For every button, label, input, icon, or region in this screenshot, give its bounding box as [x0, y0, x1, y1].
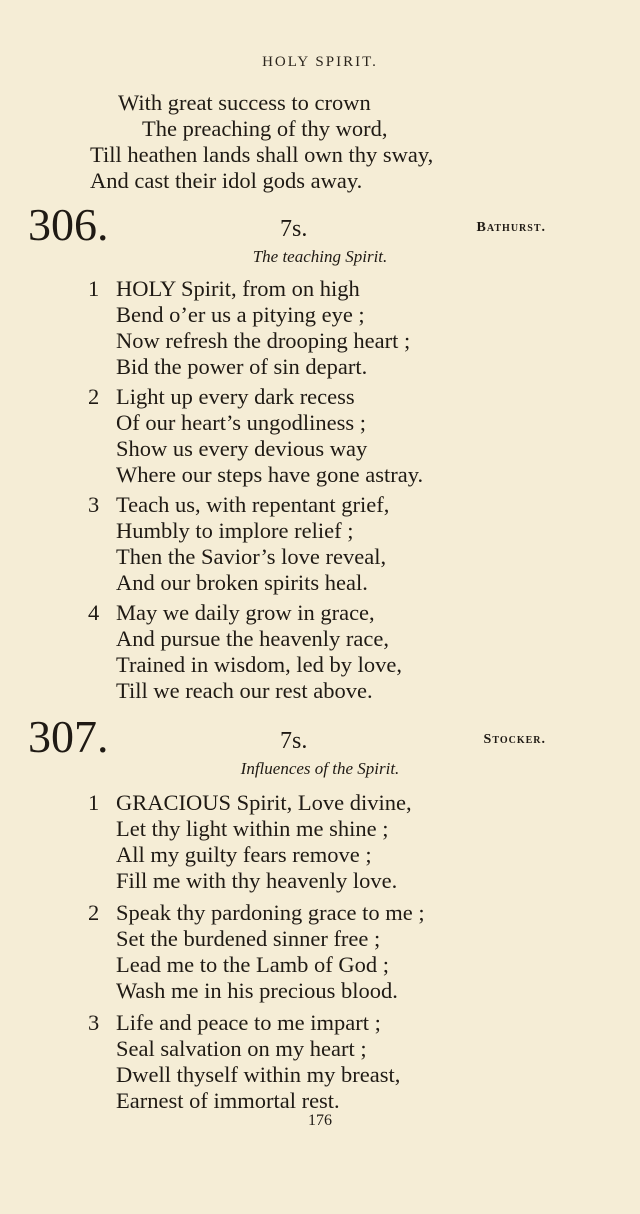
verse-line: Show us every devious way	[116, 436, 368, 461]
verse-line: Seal salvation on my heart ;	[116, 1036, 367, 1061]
tune-name: Bathurst.	[476, 220, 546, 235]
verse-line: Till heathen lands shall own thy sway,	[90, 142, 434, 167]
stanza-number: 2	[88, 900, 100, 925]
verse-line: Humbly to implore relief ;	[116, 518, 354, 543]
verse-line: Lead me to the Lamb of God ;	[116, 952, 390, 977]
hymn-307-header	[0, 712, 640, 762]
hymn-subtitle: Influences of the Spirit.	[240, 759, 400, 778]
verse-line: Dwell thyself within my breast,	[116, 1062, 401, 1087]
verse-line: Trained in wisdom, led by love,	[116, 652, 403, 677]
verse-line: And cast their idol gods away.	[90, 168, 363, 193]
verse-line: Then the Savior’s love reveal,	[116, 544, 387, 569]
stanza-number: 4	[88, 600, 100, 625]
verse-line: HOLY Spirit, from on high	[116, 276, 360, 301]
page-number: 176	[308, 1112, 332, 1129]
stanza-number: 1	[88, 790, 100, 815]
verse-line: Set the burdened sinner free ;	[116, 926, 381, 951]
verse-line: And our broken spirits heal.	[116, 570, 368, 595]
hymn-number: 306.	[28, 199, 109, 250]
verse-line: Bid the power of sin depart.	[116, 354, 368, 379]
hymn-number: 307.	[28, 711, 109, 762]
tune-name: Stocker.	[483, 732, 546, 747]
hymn-306-header	[0, 200, 640, 250]
verse-line: Of our heart’s ungodliness ;	[116, 410, 366, 435]
verse-line: May we daily grow in grace,	[116, 600, 375, 625]
verse-line: Till we reach our rest above.	[116, 678, 373, 703]
stanza-number: 1	[88, 276, 100, 301]
verse-line: Life and peace to me impart ;	[116, 1010, 381, 1035]
verse-line: GRACIOUS Spirit, Love divine,	[116, 790, 412, 815]
verse-line: Light up every dark recess	[116, 384, 355, 409]
verse-line: Speak thy pardoning grace to me ;	[116, 900, 425, 925]
stanza-number: 3	[88, 1010, 100, 1035]
verse-line: The preaching of thy word,	[142, 116, 388, 141]
verse-line: And pursue the heavenly race,	[116, 626, 390, 651]
stanza-number: 2	[88, 384, 100, 409]
verse-line: Earnest of immortal rest.	[116, 1088, 340, 1113]
stanza-number: 3	[88, 492, 100, 517]
hymn-subtitle: The teaching Spirit.	[252, 247, 388, 266]
verse-line: Let thy light within me shine ;	[116, 816, 389, 841]
hymn-meter: 7s.	[280, 216, 308, 242]
verse-line: Wash me in his precious blood.	[116, 978, 398, 1003]
verse-line: With great success to crown	[118, 90, 371, 115]
verse-line: Now refresh the drooping heart ;	[116, 328, 411, 353]
running-head: HOLY SPIRIT.	[262, 54, 378, 70]
verse-line: Fill me with thy heavenly love.	[116, 868, 398, 893]
verse-line: Teach us, with repentant grief,	[116, 492, 390, 517]
verse-line: Bend o’er us a pitying eye ;	[116, 302, 365, 327]
hymn-meter: 7s.	[280, 728, 308, 754]
verse-line: Where our steps have gone astray.	[116, 462, 424, 487]
verse-line: All my guilty fears remove ;	[116, 842, 372, 867]
